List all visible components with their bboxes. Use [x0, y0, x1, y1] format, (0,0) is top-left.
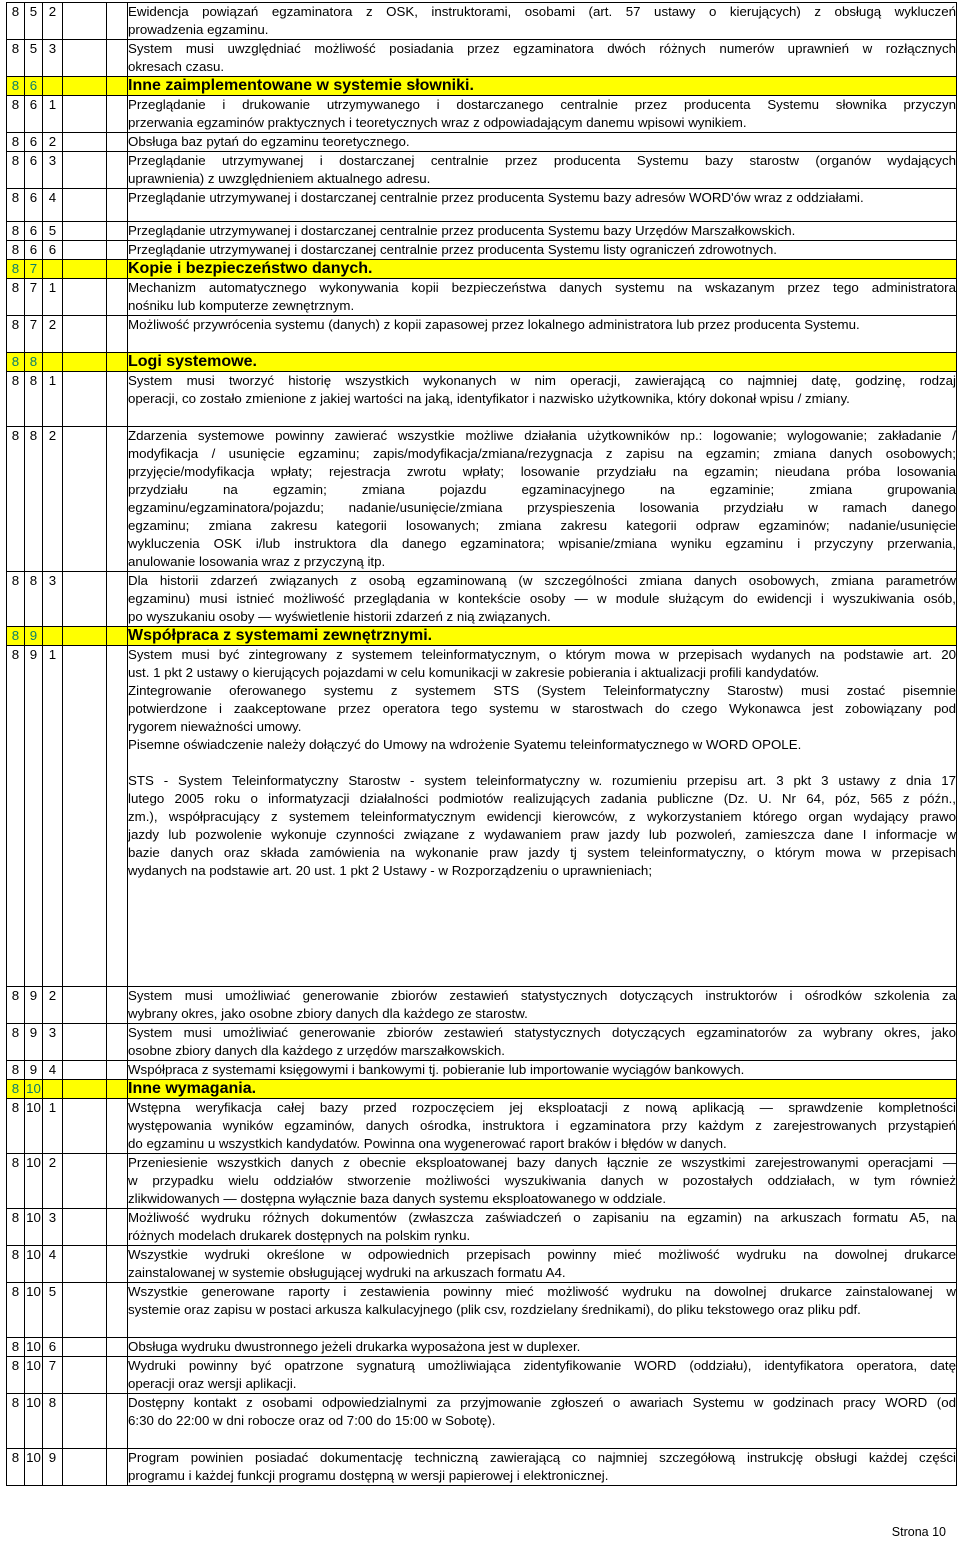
number-level-3	[43, 353, 63, 372]
requirement-text	[128, 987, 957, 1024]
number-level-3: 5	[43, 1283, 63, 1338]
text-line: System musi tworzyć historię wszystkich wykonanych w nim operacji, zawierającą co najmniej datę, godzinę, rodzaj	[128, 373, 956, 388]
blank-cell	[63, 260, 107, 279]
number-level-2: 7	[25, 279, 43, 316]
text-line: nośniku lub komputerze zewnętrznym.	[128, 298, 355, 313]
number-level-1: 8	[7, 279, 25, 316]
blank-cell	[107, 627, 128, 646]
number-level-2: 5	[25, 3, 43, 40]
requirement-text	[128, 189, 957, 222]
number-level-3: 7	[43, 1357, 63, 1394]
number-level-2: 5	[25, 40, 43, 77]
number-level-2: 8	[25, 353, 43, 372]
requirement-row	[7, 1154, 957, 1209]
text-line: Inne wymagania.	[128, 1080, 257, 1097]
text-line: programu i każdej funkcji programu dostępną w wersji papierowej i elektronicznej.	[128, 1468, 609, 1483]
text-line: Możliwość przywrócenia systemu (danych) z kopii zapasowej przez lokalnego administratora lub przez producenta Systemu.	[128, 317, 860, 332]
text-line: potwierdzone i zaakceptowane przez operatora tego systemu w starostwach do czego Wykonawca jest zobowiązany pod	[128, 701, 956, 716]
number-level-3: 3	[43, 572, 63, 627]
blank-cell	[63, 189, 107, 222]
blank-cell	[63, 646, 107, 987]
requirement-row	[7, 189, 957, 222]
requirement-row	[7, 646, 957, 987]
number-level-2: 9	[25, 1024, 43, 1061]
requirement-row	[7, 1338, 957, 1357]
number-level-1: 8	[7, 987, 25, 1024]
number-level-1: 8	[7, 40, 25, 77]
requirement-row	[7, 279, 957, 316]
text-line: Współpraca z systemami zewnętrznymi.	[128, 627, 433, 644]
number-level-1: 8	[7, 241, 25, 260]
blank-cell	[107, 222, 128, 241]
blank-cell	[63, 987, 107, 1024]
number-level-3: 2	[43, 987, 63, 1024]
number-level-1: 8	[7, 1024, 25, 1061]
blank-cell	[63, 427, 107, 572]
requirement-row	[7, 1024, 957, 1061]
blank-cell	[107, 1449, 128, 1486]
text-line: Program powinien posiadać dokumentację techniczną zawierającą co najmniej szczegółową instrukcję obsługi każdej części	[128, 1450, 956, 1465]
number-level-3	[43, 627, 63, 646]
requirement-row	[7, 133, 957, 152]
blank-cell	[107, 316, 128, 353]
section-title	[128, 1080, 957, 1099]
blank-cell	[107, 1394, 128, 1449]
section-title	[128, 77, 957, 96]
number-level-3	[43, 1080, 63, 1099]
number-level-1: 8	[7, 1080, 25, 1099]
blank-cell	[63, 572, 107, 627]
requirement-row	[7, 40, 957, 77]
number-level-2: 6	[25, 133, 43, 152]
blank-cell	[63, 279, 107, 316]
text-line: Przeglądanie utrzymywanej i dostarczanej centralnie przez producenta Systemu listy ograniczeń zdrowotnych.	[128, 242, 777, 257]
blank-cell	[63, 1080, 107, 1099]
text-line: wydanych na podstawie art. 20 ust. 1 pkt 2 Ustawy - w Rozporządzeniu o uprawnieniach;	[128, 863, 653, 878]
text-line: Obsługa baz pytań do egzaminu teoretycznego.	[128, 134, 410, 149]
text-line: operacji, co zostało zmienione z jakiej wartości na jaką, identyfikator i nazwisko użytkownika, który dokonał wpisu / zmiany.	[128, 391, 850, 406]
number-level-2: 9	[25, 646, 43, 987]
number-level-1: 8	[7, 3, 25, 40]
blank-cell	[107, 189, 128, 222]
number-level-2: 10	[25, 1154, 43, 1209]
text-line: osobne zbiory danych dla każdego z urzędów marszałkowskich.	[128, 1043, 505, 1058]
requirement-text	[128, 427, 957, 572]
text-line: egzaminu/egzaminatora/pojazdu; nadanie/usunięcie/zmiana przyspieszenia losowania przydziału w ramach danego	[128, 500, 956, 515]
text-line: Mechanizm automatycznego wykonywania kopii bezpieczeństwa danych systemu na wskazanym przez tego administratora	[128, 280, 956, 295]
number-level-1: 8	[7, 1357, 25, 1394]
blank-cell	[107, 133, 128, 152]
requirement-row	[7, 987, 957, 1024]
text-line: STS - System Teleinformatyczny Starostw - system teleinformatyczny w. rozumieniu przepisu art. 3 pkt 3 ustawy z dnia 17	[128, 773, 956, 788]
requirement-text	[128, 1357, 957, 1394]
number-level-1: 8	[7, 77, 25, 96]
blank-cell	[63, 241, 107, 260]
blank-cell	[107, 1024, 128, 1061]
blank-cell	[63, 1449, 107, 1486]
number-level-3: 6	[43, 241, 63, 260]
requirement-text	[128, 1154, 957, 1209]
number-level-1: 8	[7, 627, 25, 646]
requirement-text	[128, 1394, 957, 1449]
number-level-1: 8	[7, 1283, 25, 1338]
requirement-row	[7, 1283, 957, 1338]
text-line: Obsługa wydruku dwustronnego jeżeli drukarka wyposażona jest w duplexer.	[128, 1339, 581, 1354]
requirement-row	[7, 572, 957, 627]
number-level-3: 4	[43, 1246, 63, 1283]
section-heading-row	[7, 627, 957, 646]
blank-cell	[107, 241, 128, 260]
blank-cell	[63, 40, 107, 77]
requirement-text	[128, 152, 957, 189]
blank-cell	[107, 1338, 128, 1357]
requirement-text	[128, 1099, 957, 1154]
number-level-3	[43, 77, 63, 96]
text-line: w przypadku wielu oddziałów stworzenie możliwości wyszukiwania danych w pozostałych oddziałach, w tym również	[128, 1173, 956, 1188]
blank-cell	[63, 627, 107, 646]
blank-cell	[63, 1154, 107, 1209]
requirement-text	[128, 133, 957, 152]
number-level-2: 6	[25, 241, 43, 260]
requirement-row	[7, 316, 957, 353]
number-level-1: 8	[7, 222, 25, 241]
text-line: operacji oraz wersji aplikacji.	[128, 1376, 297, 1391]
number-level-1: 8	[7, 1154, 25, 1209]
text-line: okresach czasu.	[128, 59, 225, 74]
blank-cell	[107, 646, 128, 987]
text-line: Współpraca z systemami księgowymi i bankowymi tj. pobieranie lub importowanie wyciągów bankowych.	[128, 1062, 745, 1077]
text-line: System musi umożliwiać generowanie zbiorów zestawień statystycznych dotyczących egzaminatorów za wybrany okres, jako	[128, 1025, 956, 1040]
blank-cell	[63, 1338, 107, 1357]
text-line: przydziału na egzamin; zmiana pojazdu egzaminacyjnego na egzaminie; zmiana grupowania	[128, 482, 956, 497]
number-level-2: 10	[25, 1357, 43, 1394]
requirement-text	[128, 316, 957, 353]
number-level-2: 10	[25, 1283, 43, 1338]
requirement-text	[128, 572, 957, 627]
number-level-1: 8	[7, 1061, 25, 1080]
blank-cell	[107, 572, 128, 627]
number-level-1: 8	[7, 1449, 25, 1486]
blank-cell	[63, 1357, 107, 1394]
text-line: Przeglądanie utrzymywanej i dostarczanej centralnie przez producenta Systemu bazy starostw (organów wydających	[128, 153, 956, 168]
blank-cell	[63, 1283, 107, 1338]
text-line	[128, 754, 956, 772]
text-line: Kopie i bezpieczeństwo danych.	[128, 260, 373, 277]
number-level-3: 1	[43, 96, 63, 133]
number-level-2: 9	[25, 987, 43, 1024]
blank-cell	[107, 427, 128, 572]
requirement-text	[128, 372, 957, 427]
blank-cell	[63, 353, 107, 372]
blank-cell	[63, 1061, 107, 1080]
requirement-row	[7, 222, 957, 241]
blank-cell	[107, 1061, 128, 1080]
text-line: rygorem nieważności umowy.	[128, 719, 302, 734]
text-line: Przeglądanie utrzymywanej i dostarczanej centralnie przez producenta Systemu bazy adresów WORD'ów wraz z oddziałami.	[128, 190, 864, 205]
text-line: jazdy lub pozwolenie wykonuje czynności związane z wydawaniem praw jazdy lub pozwoleń, zamieszcza dane I informacje w	[128, 827, 956, 842]
requirement-row	[7, 1357, 957, 1394]
number-level-3: 3	[43, 1209, 63, 1246]
blank-cell	[107, 152, 128, 189]
number-level-2: 8	[25, 427, 43, 572]
requirement-row	[7, 1209, 957, 1246]
section-heading-row	[7, 260, 957, 279]
number-level-3: 3	[43, 40, 63, 77]
text-line: wybrany okres, jako osobne zbiory danych dla każdego ze starostw.	[128, 1006, 528, 1021]
text-line: bazie danych oraz składa zamówienia na wykonanie praw jazdy tj system teleinformatyczny, o którym mowa w przepisach	[128, 845, 956, 860]
requirement-row	[7, 1394, 957, 1449]
text-line: Dla historii zdarzeń związanych z osobą egzaminowaną (w szczególności zmiana danych osobowych, zmiana parametrów	[128, 573, 956, 588]
number-level-1: 8	[7, 572, 25, 627]
blank-cell	[107, 1080, 128, 1099]
blank-cell	[107, 1099, 128, 1154]
section-title	[128, 260, 957, 279]
number-level-3: 6	[43, 1338, 63, 1357]
number-level-2: 9	[25, 627, 43, 646]
number-level-2: 6	[25, 96, 43, 133]
requirement-row	[7, 427, 957, 572]
text-line: zm.), współpracujący z systemem teleinformatycznym ewidencji kierowców, z wykorzystaniem którego organ wydający prawo	[128, 809, 956, 824]
number-level-3: 4	[43, 189, 63, 222]
blank-cell	[107, 260, 128, 279]
blank-cell	[63, 1024, 107, 1061]
text-line: po wyszukaniu osoby — wyświetlenie historii zdarzeń z nią związanych.	[128, 609, 551, 624]
text-line: Wstępna weryfikacja całej bazy przed rozpoczęciem jej eksploatacji z nową aplikacją — sprawdzenie kompletności	[128, 1100, 956, 1115]
requirement-text	[128, 646, 957, 987]
number-level-1: 8	[7, 1246, 25, 1283]
blank-cell	[107, 987, 128, 1024]
blank-cell	[107, 372, 128, 427]
text-line: Możliwość wydruku różnych dokumentów (zwłaszcza zaświadczeń o zapisaniu na egzamin) na arkuszach formatu A5, na	[128, 1210, 956, 1225]
text-line: System musi uwzględniać możliwość posiadania przez egzaminatora dwóch różnych numerów uprawnień w rozłącznych	[128, 41, 956, 56]
requirement-row	[7, 372, 957, 427]
number-level-3: 2	[43, 316, 63, 353]
text-line: Zdarzenia systemowe powinny zawierać wszystkie możliwe działania użytkowników np.: logowanie; wylogowanie; zakładanie /	[128, 428, 956, 443]
number-level-2: 7	[25, 316, 43, 353]
requirement-row	[7, 3, 957, 40]
requirement-text	[128, 1283, 957, 1338]
text-line: System musi być zintegrowany z systemem teleinformatycznym, o którym mowa w przepisach wydanych na podstawie art. 20	[128, 647, 956, 662]
blank-cell	[63, 1394, 107, 1449]
text-line: anulowanie losowania wraz z przyczyną itp.	[128, 554, 386, 569]
number-level-1: 8	[7, 189, 25, 222]
text-line: Przeglądanie i drukowanie utrzymywanego i dostarczanego centralnie przez producenta Systemu słownika przyczyn	[128, 97, 956, 112]
number-level-3: 3	[43, 152, 63, 189]
text-line: Wszystkie generowane raporty i zestawienia powinny mieć możliwość wydruku na dowolnej drukarce zainstalowanej w	[128, 1284, 956, 1299]
requirement-text	[128, 1338, 957, 1357]
section-heading-row	[7, 353, 957, 372]
blank-cell	[107, 3, 128, 40]
text-line: egzaminu; zmiana zakresu kategorii losowanych; zmiana zakresu kategorii odpraw egzaminów; nadanie/usunięcie	[128, 518, 956, 533]
text-line: przerwania egzaminów praktycznych i teoretycznych wraz z odpowiadającym danemu wpisowi wynikiem.	[128, 115, 747, 130]
text-line: Pisemne oświadczenie należy dołączyć do Umowy na wdrożenie Syatemu teleinformatycznego w WORD OPOLE.	[128, 737, 802, 752]
blank-cell	[63, 316, 107, 353]
number-level-2: 10	[25, 1099, 43, 1154]
requirement-row	[7, 1246, 957, 1283]
number-level-3: 2	[43, 133, 63, 152]
requirement-text	[128, 1449, 957, 1486]
number-level-3: 2	[43, 427, 63, 572]
blank-cell	[63, 133, 107, 152]
requirement-text	[128, 1209, 957, 1246]
blank-cell	[107, 1357, 128, 1394]
requirement-row	[7, 241, 957, 260]
number-level-3: 2	[43, 3, 63, 40]
number-level-2: 6	[25, 77, 43, 96]
number-level-2: 7	[25, 260, 43, 279]
blank-cell	[63, 77, 107, 96]
blank-cell	[63, 372, 107, 427]
requirement-text	[128, 96, 957, 133]
number-level-2: 10	[25, 1449, 43, 1486]
text-line: występowania wyników egzaminów, danych ośrodka, instruktora i egzaminatora przy każdym z zarejestrowanych przystąpień	[128, 1118, 956, 1133]
number-level-2: 6	[25, 222, 43, 241]
number-level-1: 8	[7, 1394, 25, 1449]
text-line: lutego 2005 roku o informatyzacji działalności podmiotów realizujących zadania publiczne (Dz. U. Nr 64, póz, 565 z późn.,	[128, 791, 956, 806]
text-line: Inne zaimplementowane w systemie słowniki.	[128, 77, 474, 94]
text-line: systemie oraz zapisu w postaci arkusza kalkulacyjnego (plik csv, rozdzielany średnikami), do pliku tekstowego oraz pliku pdf.	[128, 1302, 861, 1317]
blank-cell	[107, 1283, 128, 1338]
blank-cell	[63, 1246, 107, 1283]
text-line: egzaminu) musi istnieć możliwość przeglądania w kontekście osoby — w module służącym do ewidencji i wyszukiwania osób,	[128, 591, 956, 606]
blank-cell	[107, 1246, 128, 1283]
text-line: Logi systemowe.	[128, 353, 257, 370]
number-level-3: 8	[43, 1394, 63, 1449]
requirement-row	[7, 152, 957, 189]
requirement-text	[128, 222, 957, 241]
requirement-text	[128, 279, 957, 316]
text-line: Dostępny kontakt z osobami odpowiedzialnymi za przyjmowanie zgłoszeń o awariach Systemu w godzinach pracy WORD (od	[128, 1395, 956, 1410]
text-line: prowadzenia egzaminu.	[128, 22, 269, 37]
blank-cell	[63, 222, 107, 241]
requirement-text	[128, 1024, 957, 1061]
blank-cell	[107, 279, 128, 316]
requirement-text	[128, 1246, 957, 1283]
number-level-1: 8	[7, 1099, 25, 1154]
number-level-2: 10	[25, 1080, 43, 1099]
text-line: System musi umożliwiać generowanie zbiorów zestawień statystycznych dotyczących instruktorów i ośrodków szkolenia za	[128, 988, 956, 1003]
requirement-row	[7, 1449, 957, 1486]
blank-cell	[107, 353, 128, 372]
number-level-3: 4	[43, 1061, 63, 1080]
number-level-3	[43, 260, 63, 279]
blank-cell	[63, 96, 107, 133]
number-level-1: 8	[7, 427, 25, 572]
number-level-2: 10	[25, 1209, 43, 1246]
blank-cell	[107, 1209, 128, 1246]
blank-cell	[107, 1154, 128, 1209]
blank-cell	[63, 1099, 107, 1154]
number-level-1: 8	[7, 1338, 25, 1357]
number-level-2: 10	[25, 1338, 43, 1357]
number-level-2: 8	[25, 572, 43, 627]
text-line: zlikwidowanych — dostępna wyłącznie baza danych systemu eksploatowanego w oddziale.	[128, 1191, 667, 1206]
number-level-3: 1	[43, 646, 63, 987]
blank-cell	[63, 1209, 107, 1246]
text-line: Przeglądanie utrzymywanej i dostarczanej centralnie przez producenta Systemu bazy Urzędów Marszałkowskich.	[128, 223, 796, 238]
text-line: Przeniesienie wszystkich danych z obecnie eksploatowanej bazy danych łącznie ze wszystkimi zarejestrowanymi operacjami —	[128, 1155, 956, 1170]
number-level-3: 1	[43, 279, 63, 316]
section-heading-row	[7, 1080, 957, 1099]
text-line: do egzaminu u wszystkich kandydatów. Powinna ona wygenerować raport braków i błędów w danych.	[128, 1136, 727, 1151]
requirement-text	[128, 3, 957, 40]
number-level-3: 2	[43, 1154, 63, 1209]
number-level-3: 1	[43, 1099, 63, 1154]
requirement-text	[128, 1061, 957, 1080]
number-level-2: 9	[25, 1061, 43, 1080]
requirement-text	[128, 40, 957, 77]
text-line: przyjęcie/modyfikacja wpłaty; rejestracja zwrotu wpłaty; losowanie przydziału na egzamin; nieudana próba losowania	[128, 464, 956, 479]
blank-cell	[107, 40, 128, 77]
section-title	[128, 627, 957, 646]
text-line: zainstalowanej w systemie obsługującej wydruki na arkuszach formatu A4.	[128, 1265, 566, 1280]
number-level-1: 8	[7, 260, 25, 279]
text-line: ust. 1 pkt 2 ustawy o kierujących pojazdami w celu komunikacji w zakresie pobierania i aktualizacji profili kandydatów.	[128, 665, 820, 680]
requirement-text	[128, 241, 957, 260]
text-line: modyfikacja / usunięcie egzaminu; zapis/modyfikacja/zmiana/rezygnacja z zapisu na egzamin; zmiana danych osobowych;	[128, 446, 956, 461]
number-level-3: 1	[43, 372, 63, 427]
blank-cell	[63, 152, 107, 189]
number-level-3: 9	[43, 1449, 63, 1486]
number-level-1: 8	[7, 133, 25, 152]
text-line: 6:30 do 22:00 w dni robocze oraz od 7:00 do 15:00 w Sobotę).	[128, 1413, 496, 1428]
number-level-2: 10	[25, 1246, 43, 1283]
page-number: Strona 10	[891, 1525, 946, 1539]
number-level-3: 3	[43, 1024, 63, 1061]
section-title	[128, 353, 957, 372]
requirement-row	[7, 1099, 957, 1154]
number-level-1: 8	[7, 372, 25, 427]
blank-cell	[107, 96, 128, 133]
number-level-1: 8	[7, 316, 25, 353]
blank-cell	[107, 77, 128, 96]
text-line: Wydruki powinny być opatrzone sygnaturą umożliwiająca zidentyfikowanie WORD (oddziału), identyfikatora operatora, datę	[128, 1358, 956, 1373]
number-level-2: 6	[25, 189, 43, 222]
requirements-table	[6, 2, 957, 1486]
text-line: różnych modelach drukarek dostępnych na polskim rynku.	[128, 1228, 471, 1243]
number-level-1: 8	[7, 152, 25, 189]
requirement-row	[7, 96, 957, 133]
text-line: Ewidencja powiązań egzaminatora z OSK, instruktorami, osobami (art. 57 ustawy o kierujących) z obsługą wykluczeń	[128, 4, 956, 19]
text-line: Wszystkie wydruki określone w odpowiednich przepisach powinny mieć możliwość wydruku na dowolnej drukarce	[128, 1247, 956, 1262]
number-level-1: 8	[7, 1209, 25, 1246]
number-level-3: 5	[43, 222, 63, 241]
number-level-1: 8	[7, 646, 25, 987]
blank-cell	[63, 3, 107, 40]
text-line: Zintegrowanie oferowanego systemu z systemem STS (System Teleinformatyczny Starostw) musi zostać pisemnie	[128, 683, 956, 698]
requirement-row	[7, 1061, 957, 1080]
number-level-2: 8	[25, 372, 43, 427]
text-line: uprawnienia) z uwzględnieniem aktualnego adresu.	[128, 171, 431, 186]
section-heading-row	[7, 77, 957, 96]
number-level-2: 6	[25, 152, 43, 189]
number-level-2: 10	[25, 1394, 43, 1449]
number-level-1: 8	[7, 96, 25, 133]
number-level-1: 8	[7, 353, 25, 372]
text-line: wykluczenia OSK i/lub instruktora dla danego egzaminatora; wpisanie/zmiana wyniku egzaminu i przyczyny przerwania,	[128, 536, 956, 551]
